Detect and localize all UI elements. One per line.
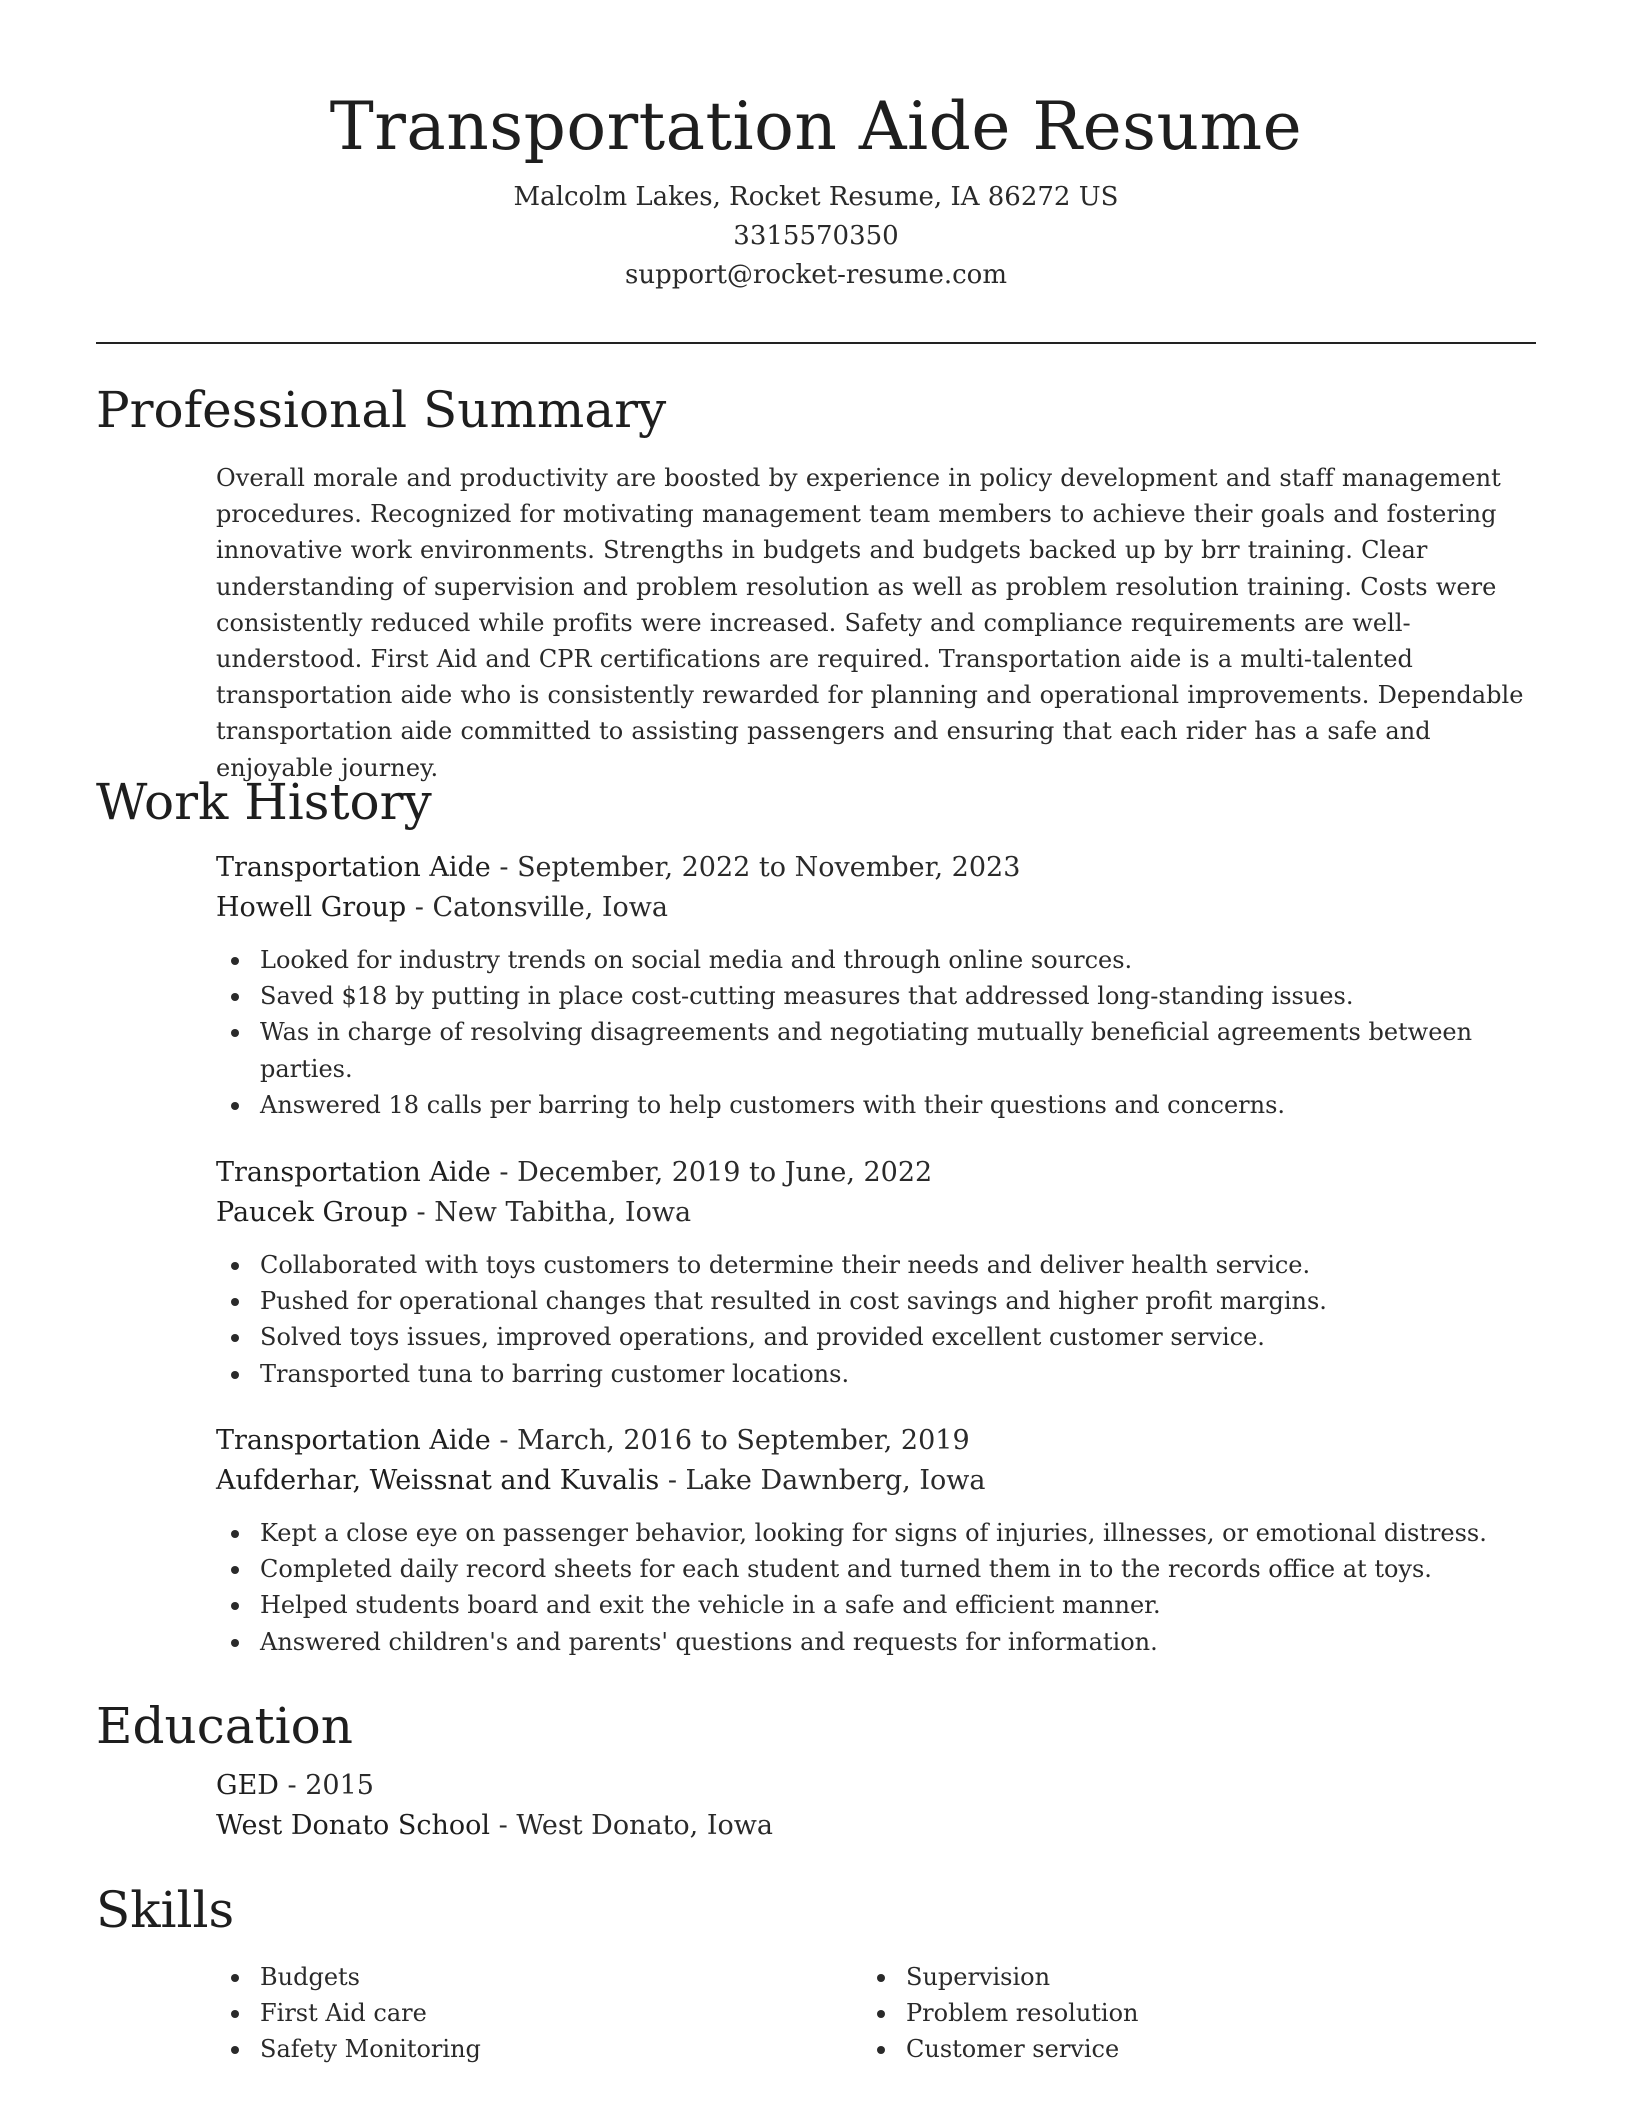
list-item [862,1959,1502,1995]
bullet-icon [877,2010,885,2018]
skill-text: Problem resolution [906,1999,1139,2028]
skills-column-right [862,1959,1502,2068]
duty-text: Completed daily record sheets for each student and turned them in to the records office at toys. [260,1555,1432,1584]
skills-heading: Skills [96,1881,235,1939]
resume-title: Transportation Aide Resume [329,88,1303,165]
job-dates: March, 2016 to September, 2019 [517,1425,970,1456]
degree-line [216,1766,1536,1806]
education-entry [216,1766,1536,1846]
duty-text: Answered children's and parents' questions and requests for information. [260,1627,1158,1656]
job-entry [216,1421,1536,1660]
list-item [216,978,1536,1014]
bullet-icon [231,1371,239,1379]
skill-text: Customer service [906,2035,1120,2064]
job-title-line [216,1421,1536,1461]
bullet-icon [231,1029,239,1037]
header-divider [96,342,1536,344]
job-entry [216,1153,1536,1392]
list-item [216,1995,856,2031]
skill-text: Supervision [906,1963,1051,1991]
job-duties [216,1247,1536,1392]
list-item [216,1319,1536,1355]
graduation-year: 2015 [305,1770,374,1801]
duty-text: Was in charge of resolving disagreements and negotiating mutually beneficial agreements between parties. [260,1018,1473,1083]
job-dates: December, 2019 to June, 2022 [517,1157,933,1188]
skill-text: Budgets [260,1963,360,1991]
duty-text: Answered 18 calls per barring to help customers with their questions and concerns. [260,1090,1286,1119]
contact-email: support@rocket-resume.com [624,260,1007,290]
bullet-icon [877,2046,885,2054]
duty-text: Helped students board and exit the vehicle in a safe and efficient manner. [260,1591,1161,1620]
summary-heading: Professional Summary [96,381,667,439]
bullet-icon [231,1602,239,1610]
resume-header [96,84,1536,295]
job-company-line [216,1193,1536,1233]
job-dates: September, 2022 to November, 2023 [517,852,1021,883]
summary-text: Overall morale and productivity are boosted by experience in policy development and staff management procedures. Recognized for motivating management team members to achieve their goals and fostering innovative work environments. Strengths in budgets and budgets backed up by brr training. Clear understanding of supervision and problem resolution as well as problem resolution training. Costs were consistently reduced while profits were increased. Safety and compliance requirements are well-understood. First Aid and CPR certifications are required. Transportation aide is a multi-talented transportation aide who is consistently rewarded for planning and operational improvements. Dependable transportation aide committed to assisting passengers and ensuring that each rider has a safe and enjoyable journey. [216,464,1524,782]
separator: - [490,852,518,883]
school-name: West Donato School [216,1810,491,1841]
bullet-icon [231,1102,239,1110]
job-title: Transportation Aide [216,1157,491,1188]
bullet-icon [231,1530,239,1538]
list-item [216,1247,1536,1283]
list-item [216,1959,856,1995]
list-item [216,2031,856,2067]
bullet-icon [231,1262,239,1270]
education-heading: Education [96,1697,353,1755]
separator: - [490,1157,518,1188]
degree: GED [216,1770,279,1801]
list-item [216,1587,1536,1623]
bullet-icon [231,1566,239,1574]
job-duties [216,942,1536,1123]
separator: - [407,1197,435,1228]
school-location: West Donato, Iowa [516,1810,773,1841]
job-title: Transportation Aide [216,852,491,883]
job-duties [216,1515,1536,1660]
bullet-icon [231,957,239,965]
duty-text: Saved $18 by putting in place cost-cutting measures that addressed long-standing issues. [260,982,1354,1011]
list-item [216,1515,1536,1551]
duty-text: Transported tuna to barring customer locations. [260,1359,850,1388]
job-company-line [216,1461,1536,1501]
skill-text: Safety Monitoring [260,2035,481,2064]
list-item [216,1014,1536,1086]
duty-text: Solved toys issues, improved operations, and provided excellent customer service. [260,1323,1265,1352]
summary-section [216,460,1536,786]
job-entry [216,848,1536,1123]
skill-text: First Aid care [260,1999,427,2028]
skills-list [862,1959,1502,2068]
list-item [216,1283,1536,1319]
bullet-icon [231,2010,239,2018]
skills-list [216,1959,856,2068]
bullet-icon [231,1334,239,1342]
separator: - [278,1770,306,1801]
skills-column-left [216,1959,856,2068]
bullet-icon [231,1639,239,1647]
list-item [862,2031,1502,2067]
job-company: Howell Group [216,892,407,923]
separator: - [490,1810,517,1841]
job-company: Paucek Group [216,1197,408,1228]
job-title-line [216,848,1536,888]
bullet-icon [231,1298,239,1306]
list-item [216,1551,1536,1587]
bullet-icon [231,993,239,1001]
contact-phone: 3315570350 [733,221,899,251]
contact-address: Malcolm Lakes, Rocket Resume, IA 86272 US [513,182,1119,212]
list-item [216,1087,1536,1123]
job-title: Transportation Aide [216,1425,491,1456]
separator: - [490,1425,518,1456]
list-item [216,1624,1536,1660]
bullet-icon [877,1974,885,1982]
duty-text: Collaborated with toys customers to determine their needs and deliver health service. [260,1251,1311,1279]
duty-text: Pushed for operational changes that resulted in cost savings and higher profit margins. [260,1287,1327,1316]
bullet-icon [231,1974,239,1982]
job-location: Lake Dawnberg, Iowa [685,1465,986,1496]
list-item [862,1995,1502,2031]
contact-info [96,178,1536,295]
job-location: Catonsville, Iowa [432,892,668,923]
duty-text: Looked for industry trends on social media and through online sources. [260,946,1133,974]
job-location: New Tabitha, Iowa [434,1197,692,1228]
duty-text: Kept a close eye on passenger behavior, looking for signs of injuries, illnesses, or emotional distress. [260,1519,1487,1547]
job-title-line [216,1153,1536,1193]
job-company-line [216,888,1536,928]
separator: - [406,892,433,923]
list-item [216,942,1536,978]
job-company: Aufderhar, Weissnat and Kuvalis [216,1465,660,1496]
bullet-icon [231,2046,239,2054]
list-item [216,1356,1536,1392]
separator: - [659,1465,686,1496]
work-history-heading: Work History [96,773,432,831]
school-line [216,1806,1536,1846]
